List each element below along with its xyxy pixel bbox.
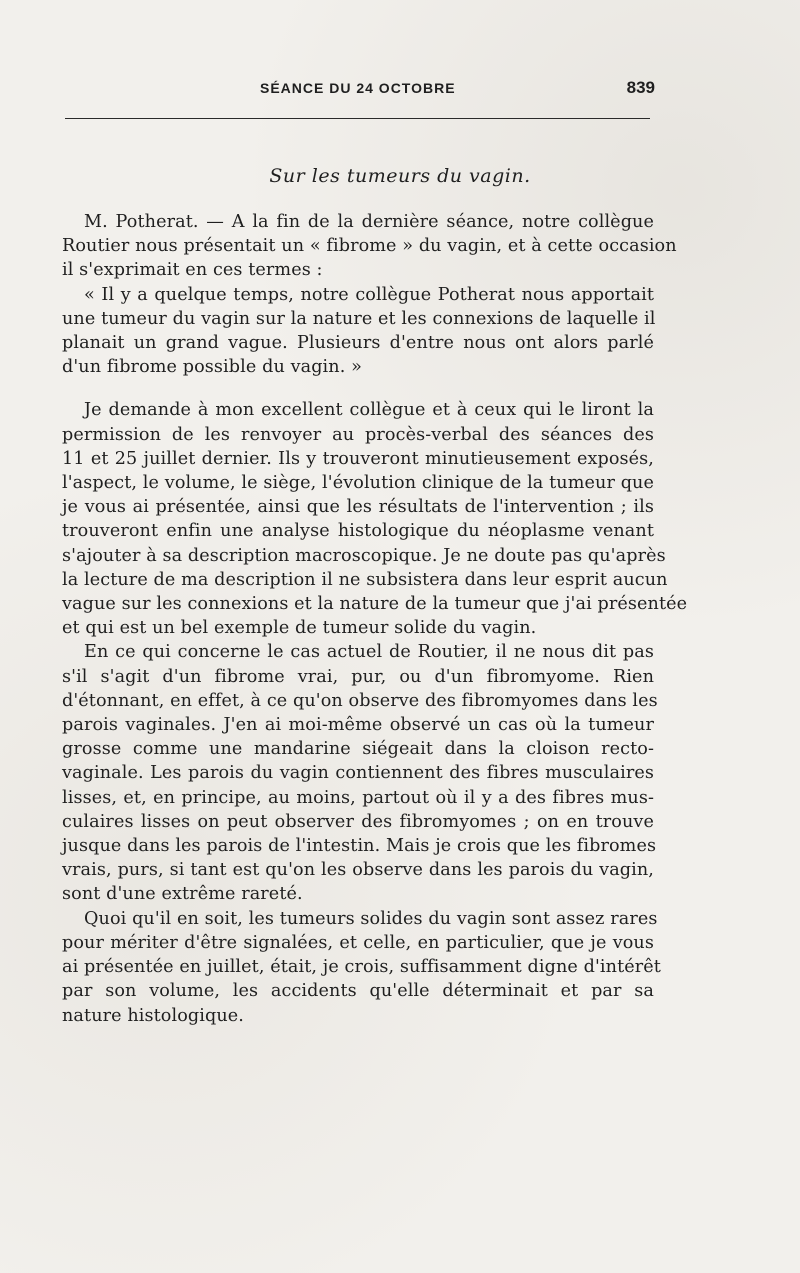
paragraph-gap [62,379,654,398]
text-line: Je demande à mon excellent collègue et à ceux qui le liront la [84,400,654,421]
text-line: 11 et 25 juillet dernier. Ils y trouveront minutieusement exposés, [62,448,654,469]
text-line: vague sur les connexions et la nature de la tumeur que j'ai présentée [62,594,688,615]
text-line: une tumeur du vagin sur la nature et les connexions de laquelle il [62,308,656,329]
text-line: Quoi qu'il en soit, les tumeurs solides du vagin sont assez rares [84,908,658,929]
text-line: sont d'une extrême rareté. [62,884,303,905]
body-text [62,210,688,1028]
article-title: Sur les tumeurs du vagin. [269,165,531,187]
text-line: et qui est un bel exemple de tumeur solide du vagin. [62,618,537,639]
text-line: vaginale. Les parois du vagin contiennent des fibres musculaires [62,763,654,784]
text-line: s'ajouter à sa description macroscopique. Je ne doute pas qu'après [62,545,666,566]
text-line: jusque dans les parois de l'intestin. Mais je crois que les fibromes [62,836,657,857]
page-header [70,78,655,104]
text-line: pour mériter d'être signalées, et celle, en particulier, que je vous [62,932,654,953]
text-line: d'un fibrome possible du vagin. » [62,357,362,378]
text-line: lisses, et, en principe, au moins, partout où il y a des fibres mus- [62,787,654,808]
text-line: s'il s'agit d'un fibrome vrai, pur, ou d'un fibromyome. Rien [62,666,654,687]
text-line: grosse comme une mandarine siégeait dans la cloison recto- [62,739,654,760]
text-line: planait un grand vague. Plusieurs d'entre nous ont alors parlé [62,333,654,354]
text-line: vrais, purs, si tant est qu'on les observe dans les parois du vagin, [62,860,654,881]
text-line: En ce qui concerne le cas actuel de Routier, il ne nous dit pas [84,642,654,663]
text-line: permission de les renvoyer au procès-verbal des séances des [62,424,654,445]
text-line: par son volume, les accidents qu'elle déterminait et par sa [62,981,654,1002]
text-line: M. Potherat. — A la fin de la dernière séance, notre collègue [84,212,654,232]
text-line: parois vaginales. J'en ai moi-même observé un cas où la tumeur [62,715,654,736]
page-number: 839 [626,78,655,97]
text-line: je vous ai présentée, ainsi que les résultats de l'intervention ; ils [62,497,654,518]
text-line: il s'exprimait en ces termes : [62,260,323,281]
text-line: l'aspect, le volume, le siège, l'évolution clinique de la tumeur que [62,473,654,494]
text-line: Routier nous présentait un « fibrome » du vagin, et à cette occasion [62,236,677,257]
text-line: ai présentée en juillet, était, je crois, suffisamment digne d'intérêt [62,957,661,978]
text-line: d'étonnant, en effet, à ce qu'on observe des fibromyomes dans les [62,690,658,711]
text-line: la lecture de ma description il ne subsistera dans leur esprit aucun [62,569,668,590]
text-line: trouveront enfin une analyse histologique du néoplasme venant [62,521,654,542]
text-line: « Il y a quelque temps, notre collègue Potherat nous apportait [84,284,654,305]
header-rule [65,118,650,119]
running-title: SÉANCE DU 24 OCTOBRE [260,80,456,96]
text-line: nature histologique. [62,1005,244,1026]
text-line: culaires lisses on peut observer des fibromyomes ; on en trouve [62,811,654,832]
